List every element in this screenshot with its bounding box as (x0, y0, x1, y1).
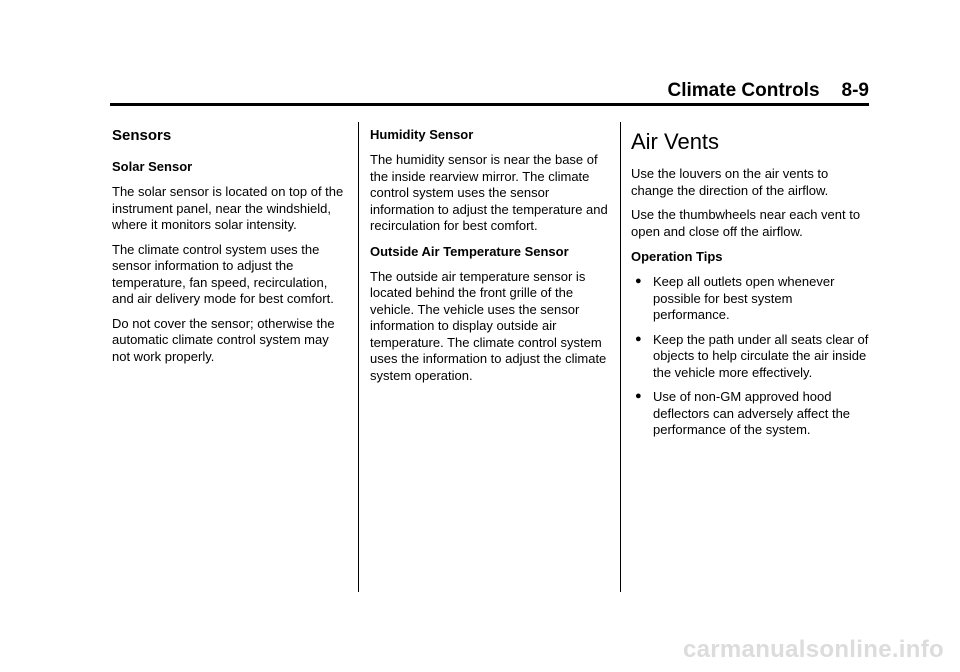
column-divider-2 (620, 122, 621, 592)
page-header (110, 80, 869, 102)
tip-text: Keep all outlets open whenever possible for best system performance. (653, 274, 835, 322)
column-air-vents (631, 126, 871, 447)
bullet-icon: ● (635, 332, 642, 345)
list-item (631, 332, 871, 382)
column-humidity (370, 126, 610, 392)
section-title: Climate Controls (667, 80, 820, 101)
page-number: 8-9 (841, 80, 869, 101)
column-divider-1 (358, 122, 359, 592)
tip-text: Use of non-GM approved hood deflectors can adversely affect the performance of the system. (653, 389, 851, 437)
outside-air-temp-subheading: Outside Air Temperature Sensor (370, 243, 569, 259)
footer (0, 636, 960, 672)
air-vents-heading: Air Vents (631, 129, 720, 154)
header-rule (110, 103, 869, 106)
list-item (631, 274, 871, 324)
column-sensors (112, 126, 348, 373)
solar-sensor-paragraph-1: The solar sensor is located on top of the instrument panel, near the windshield, where it monitors solar intensity. (112, 184, 344, 232)
solar-sensor-subheading: Solar Sensor (112, 159, 193, 174)
sensors-heading: Sensors (112, 127, 172, 144)
humidity-sensor-subheading: Humidity Sensor (370, 127, 474, 142)
humidity-sensor-paragraph: The humidity sensor is near the base of the inside rearview mirror. The climate control system uses the sensor information to adjust the temperature and recirculation for best comfort. (370, 152, 608, 233)
operation-tips-subheading: Operation Tips (631, 249, 723, 264)
watermark: carmanualsonline.info (682, 636, 944, 663)
outside-air-temp-paragraph: The outside air temperature sensor is located behind the front grille of the vehicle. The vehicle uses the sensor information to display outside air temperature. The climate control system uses the information to adjust the climate system operation. (370, 268, 607, 383)
list-item (631, 389, 871, 439)
bullet-icon: ● (635, 275, 642, 287)
operation-tips-list (631, 274, 871, 439)
solar-sensor-paragraph-3: Do not cover the sensor; otherwise the automatic climate control system may not work properly. (112, 315, 335, 364)
solar-sensor-paragraph-2: The climate control system uses the sensor information to adjust the temperature, fan speed, recirculation, and air delivery mode for best comfort. (112, 241, 334, 306)
air-vents-paragraph-1: Use the louvers on the air vents to change the direction of the airflow. (631, 166, 829, 198)
air-vents-paragraph-2: Use the thumbwheels near each vent to open and close off the airflow. (631, 207, 861, 239)
tip-text: Keep the path under all seats clear of objects to help circulate the air inside the vehicle more effectively. (653, 331, 869, 380)
bullet-icon: ● (635, 390, 642, 402)
